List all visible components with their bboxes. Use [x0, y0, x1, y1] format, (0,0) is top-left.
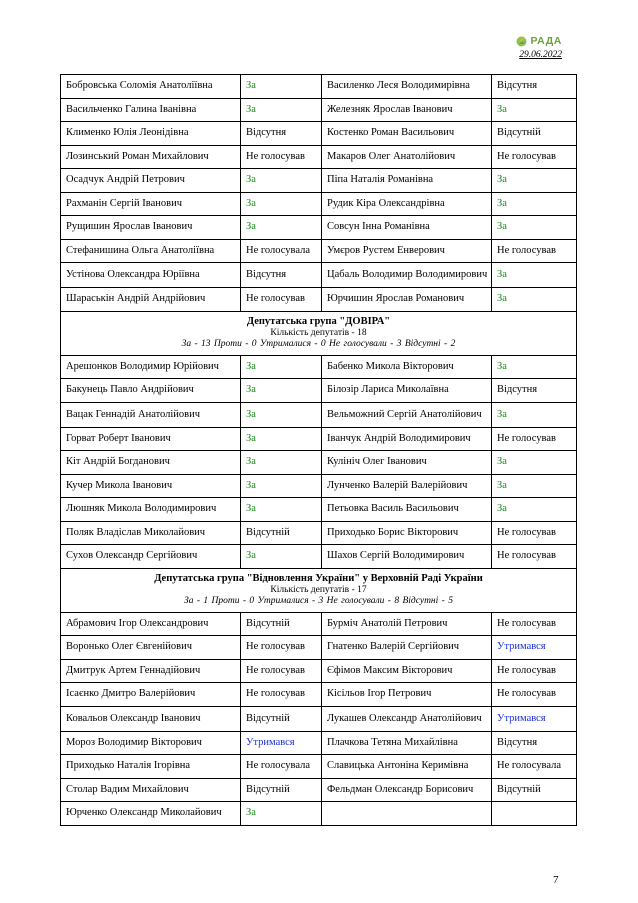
votes-table	[60, 74, 577, 826]
table-row	[61, 192, 577, 216]
deputy-name: Бобровська Соломія Анатоліївна	[61, 75, 241, 99]
deputy-name: Васильченко Галина Іванівна	[61, 98, 241, 122]
vote-result: За	[241, 545, 322, 569]
deputy-name: Абрамович Ігор Олександрович	[61, 612, 241, 636]
deputy-name: Воронько Олег Євгенійович	[61, 636, 241, 660]
deputy-name: Умєров Рустем Енверович	[322, 239, 492, 263]
deputy-name: Макаров Олег Анатолійович	[322, 145, 492, 169]
deputy-name: Дмитрук Артем Геннадійович	[61, 659, 241, 683]
rada-logo	[482, 34, 562, 48]
vote-result: Не голосував	[241, 145, 322, 169]
vote-result: Відсутній	[241, 612, 322, 636]
deputy-name: Кісільов Ігор Петрович	[322, 683, 492, 707]
deputy-name: Костенко Роман Васильович	[322, 122, 492, 146]
deputy-name: Шараськін Андрій Андрійович	[61, 288, 241, 312]
vote-result: Відсутній	[492, 778, 577, 802]
table-row	[61, 239, 577, 263]
table-row	[61, 778, 577, 802]
vote-result: За	[241, 498, 322, 522]
vote-result: За	[492, 498, 577, 522]
deputy-name: Вацак Геннадій Анатолійович	[61, 402, 241, 427]
deputy-name: Піпа Наталія Романівна	[322, 169, 492, 193]
vote-result: Відсутня	[241, 122, 322, 146]
vote-result: Відсутній	[241, 521, 322, 545]
table-row	[61, 659, 577, 683]
deputy-name: Юрчишин Ярослав Романович	[322, 288, 492, 312]
deputy-name: Плачкова Тетяна Михайлівна	[322, 731, 492, 755]
deputy-name: Шахов Сергій Володимирович	[322, 545, 492, 569]
vote-result: Відсутній	[492, 122, 577, 146]
deputy-name: Василенко Леся Володимирівна	[322, 75, 492, 99]
deputy-name: Ісаєнко Дмитро Валерійович	[61, 683, 241, 707]
deputy-name: Стефанишина Ольга Анатоліївна	[61, 239, 241, 263]
group-header	[61, 311, 577, 355]
vote-result: За	[241, 402, 322, 427]
document-date: 29.06.2022	[519, 50, 562, 60]
vote-result: Не голосував	[492, 145, 577, 169]
deputy-name: Поляк Владіслав Миколайович	[61, 521, 241, 545]
deputy-name: Білозір Лариса Миколаївна	[322, 379, 492, 403]
logo-text: РАДА	[530, 35, 562, 47]
group-header-row	[61, 311, 577, 355]
deputy-name: Горват Роберт Іванович	[61, 427, 241, 451]
deputy-name: Фельдман Олександр Борисович	[322, 778, 492, 802]
table-row	[61, 451, 577, 475]
vote-result: Не голосував	[492, 659, 577, 683]
table-row	[61, 636, 577, 660]
vote-result: За	[492, 169, 577, 193]
deputy-name: Лукашев Олександр Анатолійович	[322, 706, 492, 731]
vote-result: За	[241, 75, 322, 99]
deputy-name: Столар Вадим Михайлович	[61, 778, 241, 802]
vote-result: За	[241, 192, 322, 216]
vote-result: Не голосував	[492, 427, 577, 451]
deputy-name: Славицька Антоніна Керимівна	[322, 755, 492, 779]
page-number: 7	[553, 874, 559, 886]
vote-result: За	[241, 355, 322, 379]
deputy-name: Клименко Юлія Леонідівна	[61, 122, 241, 146]
table-row	[61, 755, 577, 779]
deputy-name: Приходько Наталія Ігорівна	[61, 755, 241, 779]
table-row	[61, 263, 577, 288]
deputy-name: Арешонков Володимир Юрійович	[61, 355, 241, 379]
group-member-count: Кількість депутатів - 17	[270, 585, 367, 595]
vote-result: За	[492, 216, 577, 240]
table-row	[61, 612, 577, 636]
table-row	[61, 706, 577, 731]
deputy-name: Єфімов Максим Вікторович	[322, 659, 492, 683]
vote-result: За	[492, 98, 577, 122]
deputy-name: Совсун Інна Романівна	[322, 216, 492, 240]
vote-result: За	[241, 379, 322, 403]
vote-result: За	[492, 288, 577, 312]
deputy-name: Мороз Володимир Вікторович	[61, 731, 241, 755]
table-row	[61, 379, 577, 403]
vote-result: Відсутній	[241, 706, 322, 731]
vote-result: Не голосував	[241, 659, 322, 683]
table-row	[61, 402, 577, 427]
deputy-name	[322, 802, 492, 826]
deputy-name: Осадчук Андрій Петрович	[61, 169, 241, 193]
vote-result: Не голосував	[492, 612, 577, 636]
rada-logo-icon	[516, 36, 527, 47]
deputy-name: Бакунець Павло Андрійович	[61, 379, 241, 403]
page-header	[482, 34, 562, 60]
deputy-name: Сухов Олександр Сергійович	[61, 545, 241, 569]
table-row	[61, 427, 577, 451]
vote-result	[492, 802, 577, 826]
deputy-name: Приходько Борис Вікторович	[322, 521, 492, 545]
vote-result: За	[492, 451, 577, 475]
group-member-count: Кількість депутатів - 18	[270, 328, 367, 338]
vote-result: За	[492, 402, 577, 427]
vote-result: Не голосувала	[241, 239, 322, 263]
table-row	[61, 98, 577, 122]
vote-result: За	[492, 355, 577, 379]
vote-result: Відсутня	[492, 731, 577, 755]
deputy-name: Лунченко Валерій Валерійович	[322, 474, 492, 498]
table-row	[61, 802, 577, 826]
vote-result: Не голосував	[492, 521, 577, 545]
table-row	[61, 288, 577, 312]
vote-result: Утримався	[241, 731, 322, 755]
table-row	[61, 498, 577, 522]
vote-result: За	[241, 216, 322, 240]
table-row	[61, 683, 577, 707]
deputy-name: Цабаль Володимир Володимирович	[322, 263, 492, 288]
table-row	[61, 75, 577, 99]
vote-result: Не голосував	[241, 288, 322, 312]
vote-result: Відсутня	[241, 263, 322, 288]
deputy-name: Гнатенко Валерій Сергійович	[322, 636, 492, 660]
deputy-name: Бабенко Микола Вікторович	[322, 355, 492, 379]
vote-result: За	[492, 263, 577, 288]
vote-result: Не голосував	[492, 545, 577, 569]
group-vote-summary: За - 13 Проти - 0 Утрималися - 0 Не голосували - 3 Відсутні - 2	[181, 339, 456, 349]
deputy-name: Люшняк Микола Володимирович	[61, 498, 241, 522]
vote-result: За	[241, 802, 322, 826]
vote-result: За	[241, 451, 322, 475]
group-header-row	[61, 568, 577, 612]
vote-result: Не голосував	[492, 239, 577, 263]
vote-result: Утримався	[492, 706, 577, 731]
deputy-name: Кіт Андрій Богданович	[61, 451, 241, 475]
deputy-name: Рудик Кіра Олександрівна	[322, 192, 492, 216]
table-row	[61, 169, 577, 193]
table-row	[61, 521, 577, 545]
deputy-name: Іванчук Андрій Володимирович	[322, 427, 492, 451]
deputy-name: Кучер Микола Іванович	[61, 474, 241, 498]
table-row	[61, 474, 577, 498]
deputy-name: Рущишин Ярослав Іванович	[61, 216, 241, 240]
vote-result: Не голосувала	[241, 755, 322, 779]
vote-result: За	[241, 474, 322, 498]
vote-result: Відсутня	[492, 75, 577, 99]
table-row	[61, 145, 577, 169]
deputy-name: Петьовка Василь Васильович	[322, 498, 492, 522]
vote-result: Не голосував	[241, 636, 322, 660]
table-row	[61, 545, 577, 569]
vote-result: Не голосував	[241, 683, 322, 707]
vote-result: Утримався	[492, 636, 577, 660]
deputy-name: Железняк Ярослав Іванович	[322, 98, 492, 122]
group-header	[61, 568, 577, 612]
deputy-name: Кулініч Олег Іванович	[322, 451, 492, 475]
deputy-name: Вельможний Сергій Анатолійович	[322, 402, 492, 427]
vote-result: Не голосувала	[492, 755, 577, 779]
table-row	[61, 122, 577, 146]
vote-result: За	[492, 192, 577, 216]
deputy-name: Юрченко Олександр Миколайович	[61, 802, 241, 826]
group-vote-summary: За - 1 Проти - 0 Утрималися - 3 Не голосували - 8 Відсутні - 5	[184, 596, 453, 606]
deputy-name: Устінова Олександра Юріївна	[61, 263, 241, 288]
deputy-name: Ковальов Олександр Іванович	[61, 706, 241, 731]
vote-result: За	[241, 427, 322, 451]
table-row	[61, 355, 577, 379]
vote-result: За	[241, 98, 322, 122]
group-title: Депутатська група "ДОВІРА"	[246, 316, 391, 327]
deputy-name: Лозинський Роман Михайлович	[61, 145, 241, 169]
deputy-name: Бурміч Анатолій Петрович	[322, 612, 492, 636]
deputy-name: Рахманін Сергій Іванович	[61, 192, 241, 216]
table-row	[61, 216, 577, 240]
vote-result: За	[492, 474, 577, 498]
vote-result: Не голосував	[492, 683, 577, 707]
vote-result: За	[241, 169, 322, 193]
vote-result: Відсутня	[492, 379, 577, 403]
table-row	[61, 731, 577, 755]
group-title: Депутатська група "Відновлення України" у Верховній Раді України	[154, 573, 483, 584]
vote-result: Відсутній	[241, 778, 322, 802]
